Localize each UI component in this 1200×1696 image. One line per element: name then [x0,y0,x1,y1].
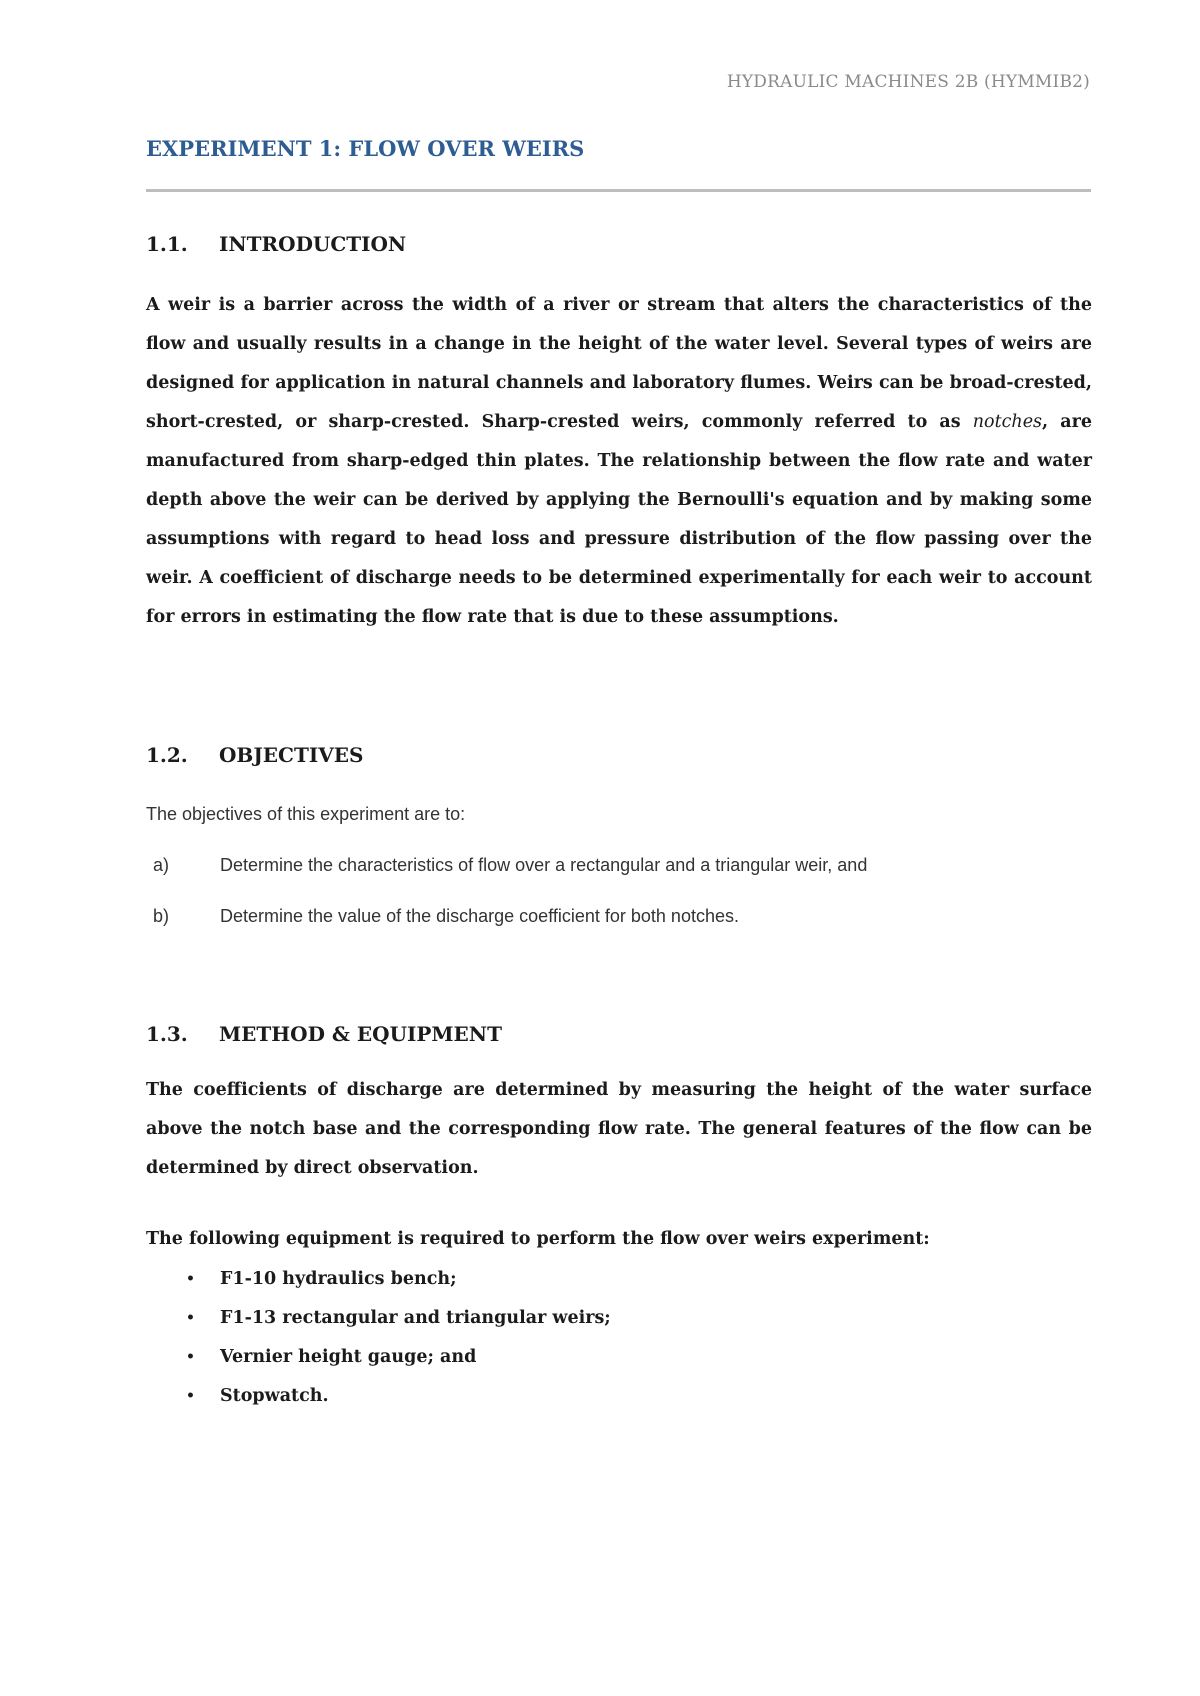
objective-text: Determine the characteristics of flow over a rectangular and a triangular weir, and [220,855,868,875]
objective-marker: b) [153,906,170,926]
bullet-icon: • [186,1388,195,1404]
section-heading-method [146,1022,502,1046]
list-item [146,1377,611,1416]
list-item [146,1260,611,1299]
introduction-paragraph [146,286,1092,637]
objective-text: Determine the value of the discharge coefficient for both notches. [220,906,739,926]
equipment-item-text: Stopwatch. [220,1386,329,1406]
equipment-item-text: F1-13 rectangular and triangular weirs; [220,1308,611,1328]
title-divider [146,189,1091,192]
equipment-item-text: Vernier height gauge; and [220,1347,477,1367]
method-paragraph: The coefficients of discharge are determined by measuring the height of the water surface above the notch base and the corresponding flow rate. The general features of the flow can be determined by direct observation. [146,1080,1092,1178]
section-number: 1.2. [146,743,188,767]
bullet-icon: • [186,1310,195,1326]
bullet-icon: • [186,1349,195,1365]
running-header: HYDRAULIC MACHINES 2B (HYMMIB2) [726,72,1090,92]
objective-marker: a) [153,855,170,875]
section-title: OBJECTIVES [219,743,364,767]
section-number: 1.1. [146,232,188,256]
section-heading-introduction [146,232,406,256]
equipment-item-text: F1-10 hydraulics bench; [220,1269,457,1289]
section-number: 1.3. [146,1022,188,1046]
equipment-list [146,1260,611,1416]
objective-item [146,906,739,927]
section-heading-objectives [146,743,363,767]
bullet-icon: • [186,1271,195,1287]
experiment-title: EXPERIMENT 1: FLOW OVER WEIRS [146,136,585,161]
introduction-emphasis: notches [972,412,1043,432]
objective-item [146,855,867,876]
objectives-lead: The objectives of this experiment are to: [146,804,466,824]
introduction-text-part1: A weir is a barrier across the width of a river or stream that alters the characteristics of the flow and usually results in a change in the height of the water level. Several types of weirs are designed for application in natural channels and laboratory flumes. Weirs can be broad-crested, short-crested, or sharp-crested. Sharp-crested weirs, commonly referred to as [146,295,1092,432]
section-title: INTRODUCTION [219,232,407,256]
list-item [146,1299,611,1338]
equipment-lead: The following equipment is required to perform the flow over weirs experiment: [146,1229,930,1249]
section-title: METHOD & EQUIPMENT [219,1022,502,1046]
list-item [146,1338,611,1377]
introduction-text-part2: , are manufactured from sharp-edged thin plates. The relationship between the flow rate and water depth above the weir can be derived by applying the Bernoulli's equation and by making some assumptions with regard to head loss and pressure distribution of the flow passing over the weir. A coefficient of discharge needs to be determined experimentally for each weir to account for errors in estimating the flow rate that is due to these assumptions. [146,412,1092,627]
